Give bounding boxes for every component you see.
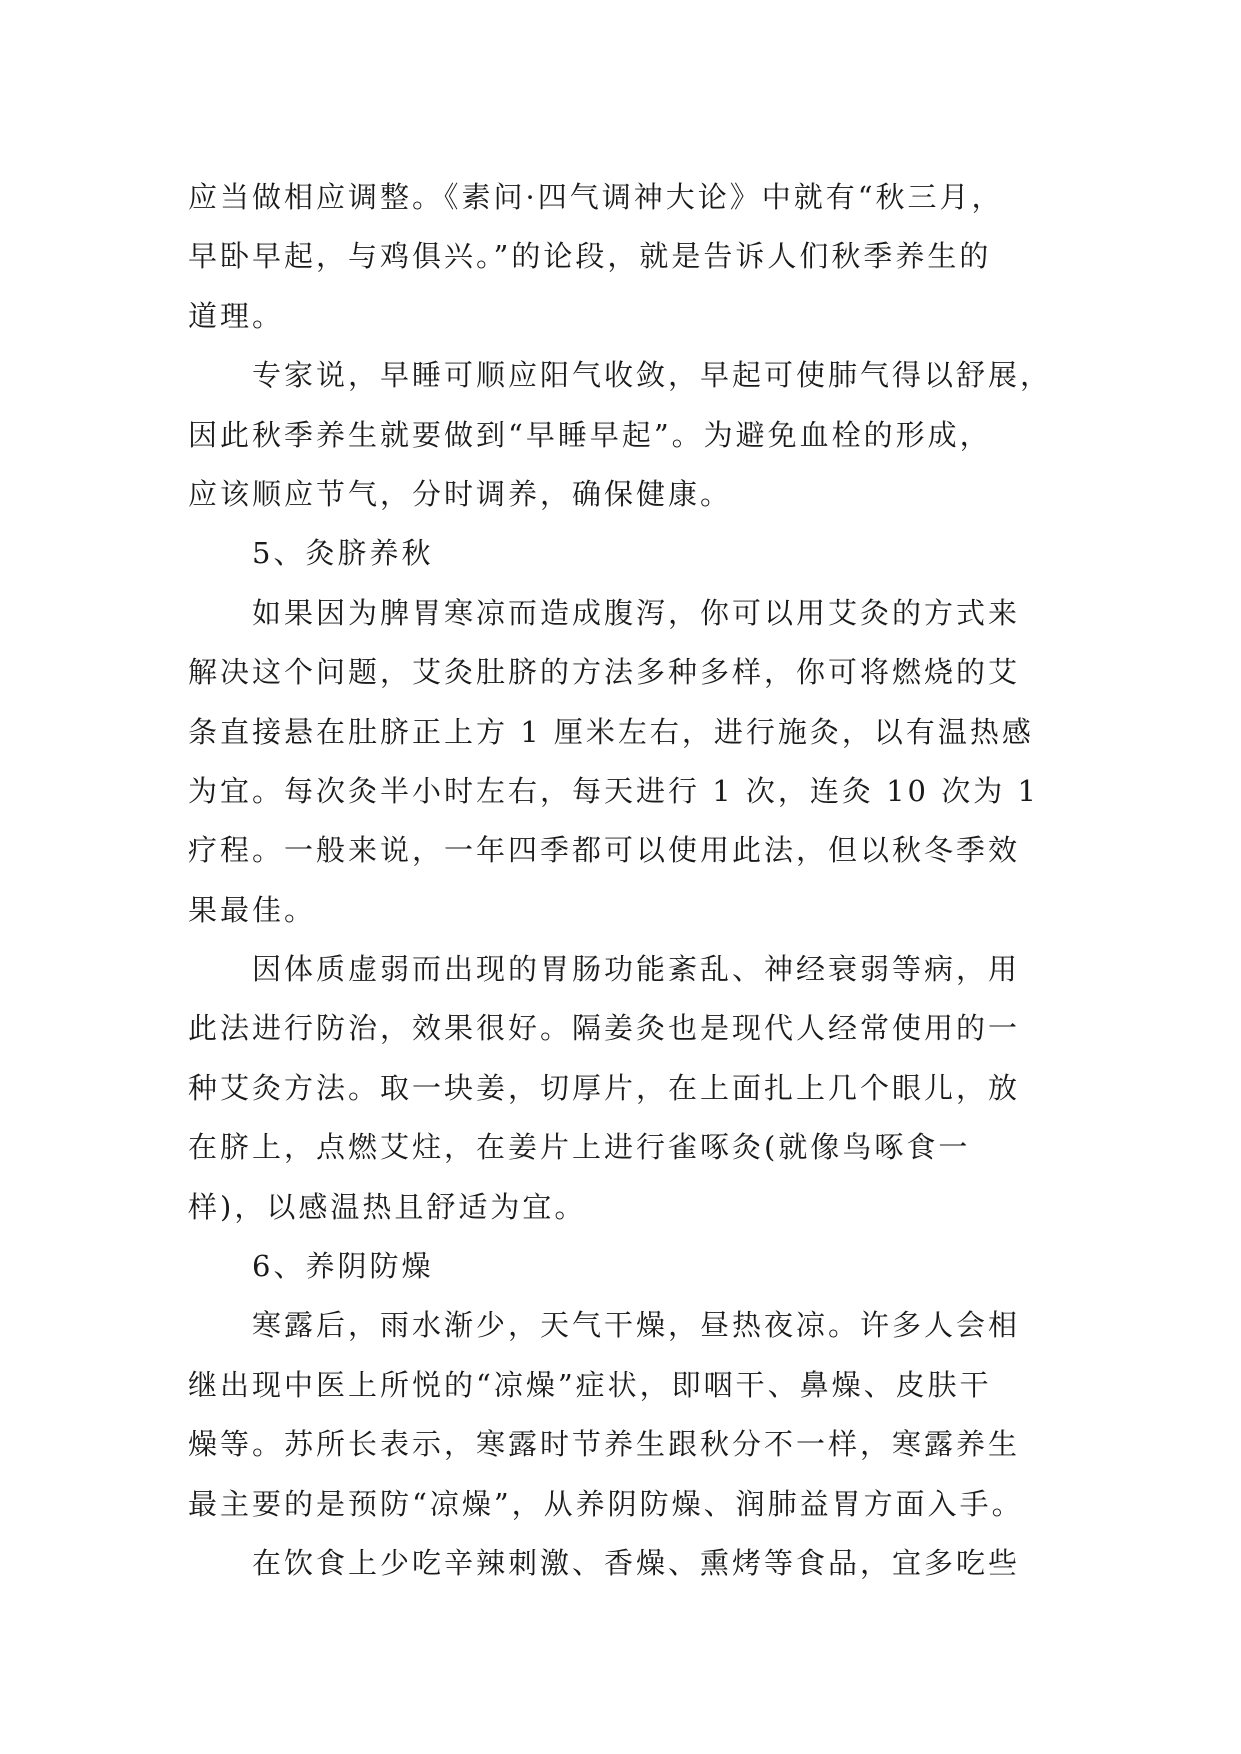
- text-line: 疗程。一般来说，一年四季都可以使用此法，但以秋冬季效: [188, 833, 1021, 868]
- text-line: 因此秋季养生就要做到“早睡早起”。为避免血栓的形成，: [188, 417, 992, 452]
- text-line: 解决这个问题，艾灸肚脐的方法多种多样，你可将燃烧的艾: [188, 655, 1021, 690]
- text-line: 专家说，早睡可顺应阳气收敛，早起可使肺气得以舒展，: [188, 358, 1053, 393]
- text-line: 在脐上，点燃艾炷，在姜片上进行雀啄灸(就像鸟啄食一: [188, 1130, 971, 1165]
- text-line: 最主要的是预防“凉燥”，从养阴防燥、润肺益胃方面入手。: [188, 1486, 1024, 1521]
- section-heading: 6、养阴防燥: [188, 1249, 434, 1284]
- text-line: 为宜。每次灸半小时左右，每天进行 1 次，连灸 10 次为 1: [188, 773, 1039, 808]
- text-line: 在饮食上少吃辛辣刺激、香燥、熏烤等食品，宜多吃些: [188, 1545, 1021, 1580]
- text-line: 道理。: [188, 298, 285, 333]
- text-line: 早卧早起，与鸡俱兴。”的论段，就是告诉人们秋季养生的: [188, 239, 992, 274]
- text-line: 样)，以感温热且舒适为宜。: [188, 1189, 587, 1224]
- body-text: [188, 168, 1068, 1593]
- text-line: 应当做相应调整。《素问·四气调神大论》中就有“秋三月，: [188, 180, 1004, 214]
- text-line: 因体质虚弱而出现的胃肠功能紊乱、神经衰弱等病，用: [188, 952, 1021, 987]
- section-heading: 5、灸脐养秋: [188, 536, 434, 571]
- text-line: 种艾灸方法。取一块姜，切厚片，在上面扎上几个眼儿，放: [188, 1070, 1021, 1105]
- text-line: 寒露后，雨水渐少，天气干燥，昼热夜凉。许多人会相: [188, 1308, 1021, 1343]
- text-line: 应该顺应节气，分时调养，确保健康。: [188, 476, 733, 511]
- text-line: 燥等。苏所长表示，寒露时节养生跟秋分不一样，寒露养生: [188, 1427, 1021, 1462]
- text-line: 此法进行防治，效果很好。隔姜灸也是现代人经常使用的一: [188, 1011, 1021, 1046]
- text-line: 继出现中医上所悦的“凉燥”症状，即咽干、鼻燥、皮肤干: [188, 1367, 992, 1402]
- text-line: 条直接悬在肚脐正上方 1 厘米左右，进行施灸，以有温热感: [188, 714, 1034, 749]
- text-line: 果最佳。: [188, 892, 317, 927]
- text-line: 如果因为脾胃寒凉而造成腹泻，你可以用艾灸的方式来: [188, 595, 1021, 630]
